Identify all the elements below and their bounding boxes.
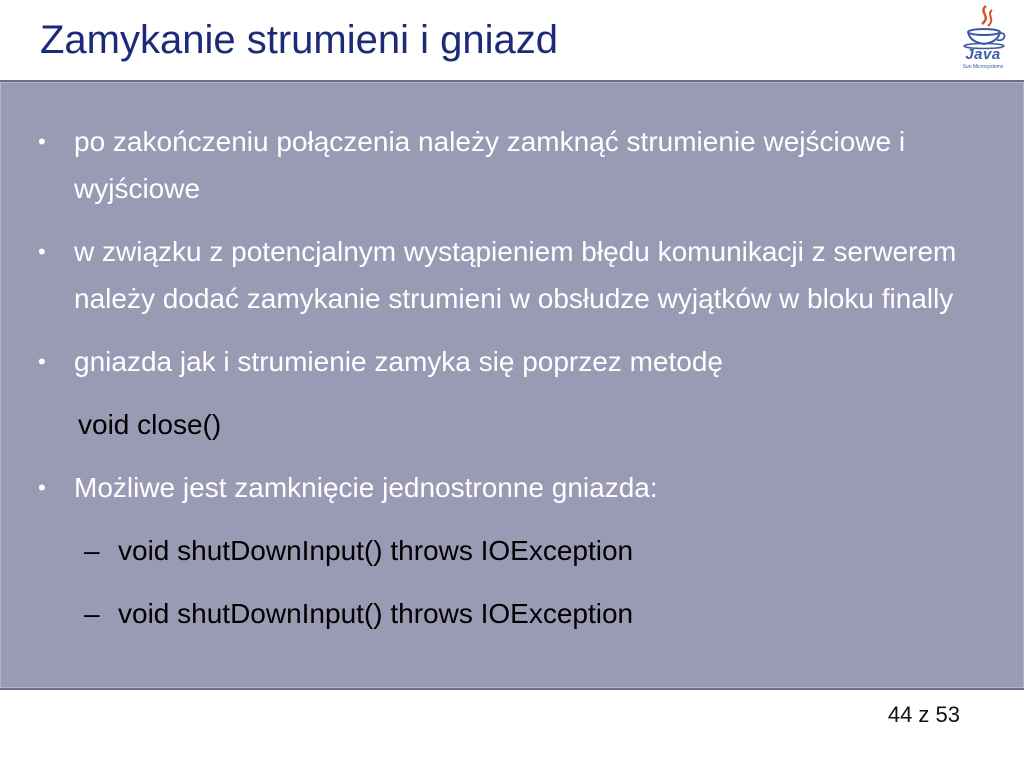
sub-item-text: void shutDownInput() throws IOException <box>118 535 634 566</box>
dash-marker: – <box>84 598 100 629</box>
sub-item <box>32 590 984 637</box>
bullet-text: Możliwe jest zamknięcie jednostronne gniazda: <box>74 472 658 503</box>
bullet-marker: • <box>38 129 46 154</box>
sub-item <box>32 527 984 574</box>
dash-marker: – <box>84 535 100 566</box>
bullet-text: w związku z potencjalnym wystąpieniem błędu komunikacji z serwerem należy dodać zamykanie strumieni w obsłudze wyjątków w bloku finally <box>74 236 957 314</box>
java-logo-text: Java <box>965 46 1001 63</box>
bullet-list <box>32 118 984 653</box>
java-logo <box>948 2 1018 76</box>
slide-title: Zamykanie strumieni i gniazd <box>40 18 558 62</box>
bullet-item <box>32 228 984 322</box>
java-logo-subtext: Sun Microsystems <box>962 64 1004 70</box>
content-panel <box>0 80 1024 690</box>
bullet-text: po zakończeniu połączenia należy zamknąć strumienie wejściowe i wyjściowe <box>74 126 906 204</box>
sub-item-text: void shutDownInput() throws IOException <box>118 598 634 629</box>
page-number: 44 z 53 <box>887 702 960 727</box>
bullet-text: gniazda jak i strumienie zamyka się poprzez metodę <box>74 346 723 377</box>
bullet-marker: • <box>38 349 46 374</box>
bullet-item <box>32 464 984 511</box>
bullet-marker: • <box>38 475 46 500</box>
bullet-item <box>32 338 984 385</box>
code-line: void close() <box>78 409 222 440</box>
bullet-item <box>32 118 984 212</box>
bullet-marker: • <box>38 239 46 264</box>
